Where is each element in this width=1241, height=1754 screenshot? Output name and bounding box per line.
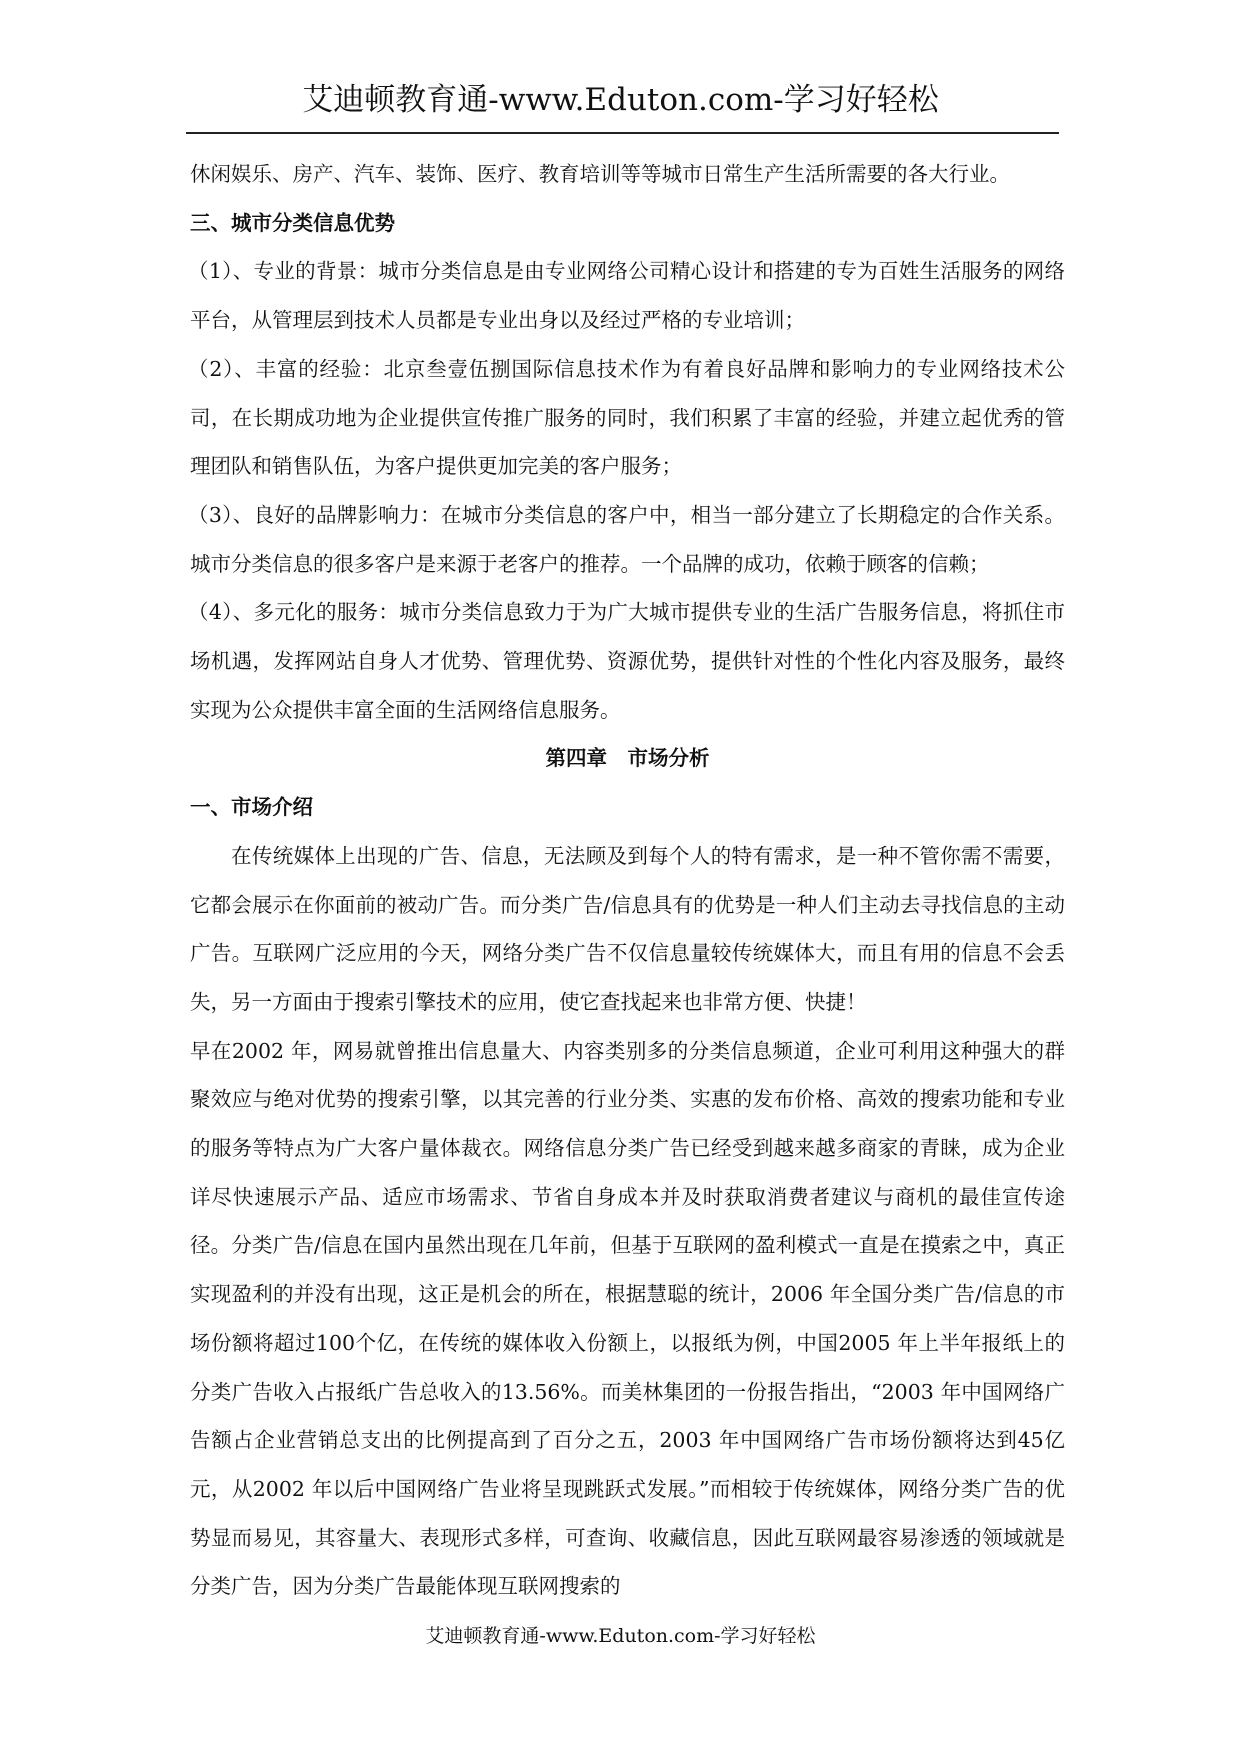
list-item-rich-experience: （2）、丰富的经验：北京叁壹伍捌国际信息技术作为有着良好品牌和影响力的专业网络技术公司，在长期成功地为企业提供宣传推广服务的同时，我们积累了丰富的经验，并建立起优秀的管理团队和销售队伍，为客户提供更加完美的客户服务； xyxy=(188,356,1065,479)
section-heading-market-intro: 一、市场介绍 xyxy=(190,795,313,820)
header-divider xyxy=(186,132,1059,134)
page-footer: 艾迪顿教育通-www.Eduton.com-学习好轻松 xyxy=(425,1625,816,1647)
section-heading-advantages: 三、城市分类信息优势 xyxy=(190,210,395,235)
body-paragraph: 在传统媒体上出现的广告、信息，无法顾及到每个人的特有需求，是一种不管你需不需要，它都会展示在你面前的被动广告。而分类广告/信息具有的优势是一种人们主动去寻找信息的主动广告。互联网广泛应用的今天，网络分类广告不仅信息量较传统媒体大，而且有用的信息不会丢失，另一方面由于搜索引擎技术的应用，使它查找起来也非常方便、快捷！ xyxy=(190,843,1065,1014)
page-header-title: 艾迪顿教育通-www.Eduton.com-学习好轻松 xyxy=(302,82,939,118)
body-paragraph: 早在2002 年，网易就曾推出信息量大、内容类别多的分类信息频道，企业可利用这种强大的群聚效应与绝对优势的搜索引擎，以其完善的行业分类、实惠的发布价格、高效的搜索功能和专业的服务等特点为广大客户量体裁衣。网络信息分类广告已经受到越来越多商家的青睐，成为企业详尽快速展示产品、适应市场需求、节省自身成本并及时获取消费者建议与商机的最佳宣传途径。分类广告/信息在国内虽然出现在几年前，但基于互联网的盈利模式一直是在摸索之中，真正实现盈利的并没有出现，这正是机会的所在，根据慧聪的统计，2006 年全国分类广告/信息的市场份额将超过100个亿，在传统的媒体收入份额上，以报纸为例，中国2005 年上半年报纸上的分类广告收入占报纸广告总收入的13.56%。而美林集团的一份报告指出，“2003 年中国网络广告额占企业营销总支出的比例提高到了百分之五，2003 年中国网络广告市场份额将达到45亿元，从2002 年以后中国网络广告业将呈现跳跃式发展。”而相较于传统媒体，网络分类广告的优势显而易见，其容量大、表现形式多样，可查询、收藏信息，因此互联网最容易渗透的领域就是分类广告，因为分类广告最能体现互联网搜索的 xyxy=(190,1038,1065,1599)
document-body xyxy=(190,150,1065,1611)
chapter-title: 第四章 市场分析 xyxy=(545,746,710,771)
list-item-diversified-service: （4）、多元化的服务：城市分类信息致力于为广大城市提供专业的生活广告服务信息，将抓住市场机遇，发挥网站自身人才优势、管理优势、资源优势，提供针对性的个性化内容及服务，最终实现为公众提供丰富全面的生活网络信息服务。 xyxy=(188,600,1065,722)
list-item-professional-background: （1）、专业的背景：城市分类信息是由专业网络公司精心设计和搭建的专为百姓生活服务的网络平台，从管理层到技术人员都是专业出身以及经过严格的专业培训； xyxy=(188,259,1065,333)
list-item-brand-influence: （3）、良好的品牌影响力：在城市分类信息的客户中，相当一部分建立了长期稳定的合作关系。城市分类信息的很多客户是来源于老客户的推荐。一个品牌的成功，依赖于顾客的信赖； xyxy=(188,502,1065,576)
paragraph-continued: 休闲娱乐、房产、汽车、装饰、医疗、教育培训等等城市日常生产生活所需要的各大行业。 xyxy=(190,162,1010,186)
